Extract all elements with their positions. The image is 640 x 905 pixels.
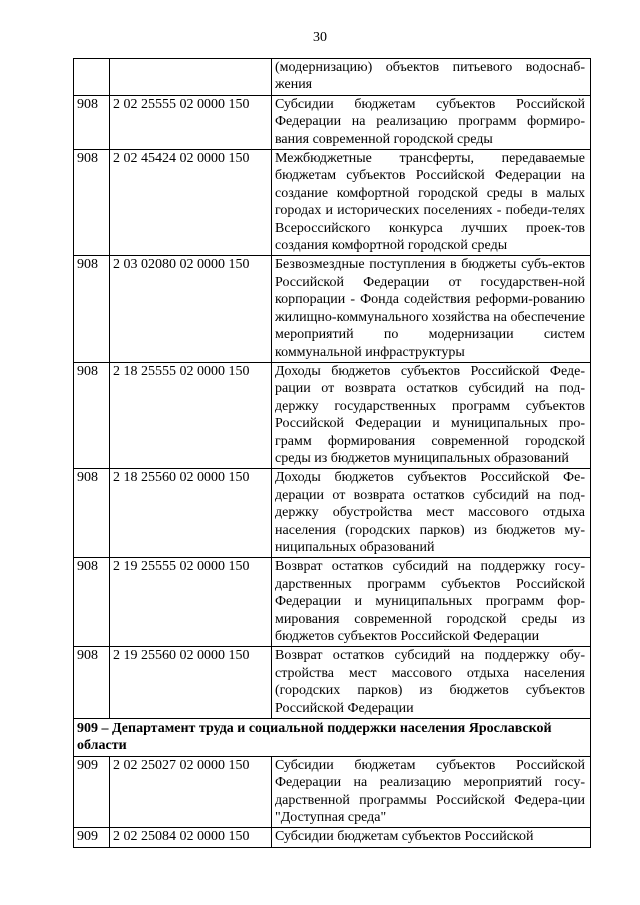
budget-code-cell: 2 02 25084 02 0000 150 [110,828,272,847]
table-row [74,362,591,468]
budget-revenue-table [73,58,591,848]
description-cell: Доходы бюджетов субъектов Российской Фе-дерации от возврата остатков субсидий на под-держку обустройства мест массового отдыха населения (городских парков) из бюджетов му-ниципальных образований [272,469,591,558]
admin-code-cell: 908 [74,647,110,719]
description-cell: Субсидии бюджетам субъектов Российской Федерации на реализацию программ формиро-вания современной городской среды [272,95,591,149]
description-cell: (модернизацию) объектов питьевого водоснаб-жения [272,59,591,96]
description-cell: Субсидии бюджетам субъектов Российской [272,828,591,847]
page-number: 30 [313,30,327,45]
description-cell: Субсидии бюджетам субъектов Российской Федерации на реализацию мероприятий госу-дарственной программы Российской Федера-ции "Доступная среда" [272,756,591,828]
budget-code-cell: 2 18 25560 02 0000 150 [110,469,272,558]
budget-code-cell: 2 19 25560 02 0000 150 [110,647,272,719]
table-row [74,469,591,558]
description-cell: Безвозмездные поступления в бюджеты субъ-ектов Российской Федерации от государствен-ной корпорации - Фонда содействия реформи-рованию жилищно-коммунального хозяйства на обеспечение мероприятий по модернизации систем коммунальной инфраструктуры [272,256,591,362]
admin-code-cell: 908 [74,95,110,149]
admin-code-cell: 908 [74,150,110,256]
department-heading: 909 – Департамент труда и социальной поддержки населения Ярославской области [74,719,591,757]
admin-code-cell: 908 [74,469,110,558]
admin-code-cell: 908 [74,558,110,647]
budget-code-cell: 2 02 25027 02 0000 150 [110,756,272,828]
description-cell: Возврат остатков субсидий на поддержку обу-стройства мест массового отдыха населения (городских парков) из бюджетов субъектов Российской Федерации [272,647,591,719]
budget-code-cell [110,59,272,96]
admin-code-cell: 908 [74,256,110,362]
budget-code-cell: 2 03 02080 02 0000 150 [110,256,272,362]
department-section-row [74,719,591,757]
table-row [74,59,591,96]
admin-code-cell: 909 [74,756,110,828]
description-cell: Доходы бюджетов субъектов Российской Феде-рации от возврата остатков субсидий на под-держку государственных программ субъектов Российской Федерации и муниципальных про-грамм формирования современной городской среды из бюджетов муниципальных образований [272,362,591,468]
budget-code-cell: 2 18 25555 02 0000 150 [110,362,272,468]
table-row [74,150,591,256]
budget-code-cell: 2 02 25555 02 0000 150 [110,95,272,149]
table-row [74,558,591,647]
budget-code-cell: 2 02 45424 02 0000 150 [110,150,272,256]
admin-code-cell [74,59,110,96]
table-body [74,59,591,848]
admin-code-cell: 908 [74,362,110,468]
table-row [74,756,591,828]
table-row [74,647,591,719]
table-row [74,828,591,847]
budget-code-cell: 2 19 25555 02 0000 150 [110,558,272,647]
table-row [74,256,591,362]
admin-code-cell: 909 [74,828,110,847]
description-cell: Возврат остатков субсидий на поддержку госу-дарственных программ субъектов Российской Федерации и муниципальных программ фор-мирования современной городской среды из бюджетов субъектов Российской Федерации [272,558,591,647]
description-cell: Межбюджетные трансферты, передаваемые бюджетам субъектов Российской Федерации на создание комфортной городской среды в малых городах и исторических поселениях - победи-телях Всероссийского конкурса лучших проек-тов создания комфортной городской среды [272,150,591,256]
table-row [74,95,591,149]
